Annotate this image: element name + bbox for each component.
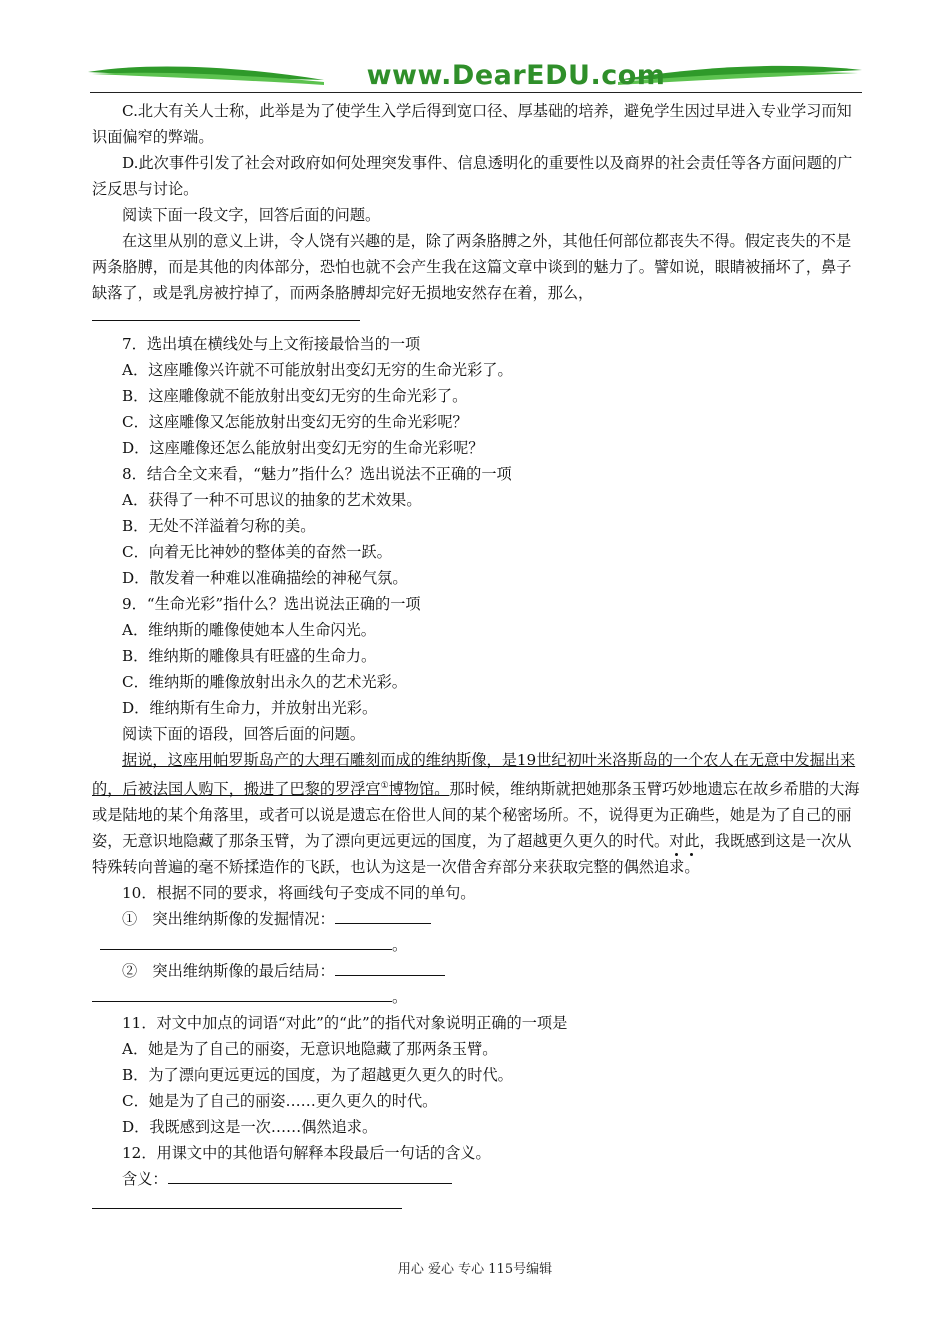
site-url-logo: www.DearEDU.com [366,60,666,91]
reading-instruction-2: 阅读下面的语段，回答后面的问题。 [122,725,365,743]
question-7-option-c: C．这座雕像又怎能放射出变幻无穷的生命光彩呢？ [122,413,468,431]
question-10-answer-line-2: 。 [92,984,860,1010]
question-11-option-c: C．她是为了自己的丽姿……更久更久的时代。 [122,1092,438,1111]
question-8-option-b: B．无处不洋溢着匀称的美。 [122,517,316,535]
page-footer: 用心 爱心 专心 115号编辑 [397,1262,553,1277]
document-body [92,98,860,1209]
question-9-option-b: B．维纳斯的雕像具有旺盛的生命力。 [122,647,377,665]
question-9-option-d: D．维纳斯有生命力，并放射出光彩。 [122,699,378,717]
question-11-option-a: A．她是为了自己的丽姿，无意识地隐藏了那两条玉臂。 [122,1040,498,1059]
question-12-meaning: 含义： [92,1166,860,1192]
question-11-option-b: B．为了漂向更远更远的国度，为了超越更久更久的时代。 [122,1066,513,1085]
question-8-option-a: A．获得了一种不可思议的抽象的艺术效果。 [122,491,422,509]
question-7-option-d: D．这座雕像还怎么能放射出变幻无穷的生命光彩呢？ [122,439,484,457]
option-c-paragraph: C.北大有关人士称，此举是为了使学生入学后得到宽口径、厚基础的培养，避免学生因过早进入专业学习而知识面偏窄的弊端。 [92,102,852,146]
question-9-stem: 9．“生命光彩”指什么？选出说法正确的一项 [122,595,421,613]
header-rule [90,92,862,93]
answer-blank[interactable] [335,959,445,976]
question-12-stem: 12．用课文中的其他语句解释本段最后一句话的含义。 [122,1144,491,1163]
answer-blank[interactable] [92,985,392,1002]
question-10-stem: 10．根据不同的要求，将画线句子变成不同的单句。 [122,884,476,903]
question-7-option-a: A．这座雕像兴许就不可能放射出变幻无穷的生命光彩了。 [122,361,513,379]
question-10-item-1: ① 突出维纳斯像的发掘情况： [92,906,860,932]
question-10-item-2: ② 突出维纳斯像的最后结局： [92,958,860,984]
answer-blank[interactable] [335,907,431,924]
venus-passage: 据说，这座用帕罗斯岛产的大理石雕刻而成的维纳斯像，是19世纪初叶米洛斯岛的一个农人在无意中发掘出来的，后被法国人购下，搬进了巴黎的罗浮宫①博物馆。那时候，维纳斯就把她那条玉臂巧妙地遗忘在故乡希腊的大海或是陆地的某个角落里，或者可以说是遗忘在俗世人间的某个秘密场所。不，说得更为正确些，她是为了自己的丽姿，无意识地隐藏了那条玉臂，为了漂向更远更远的国度，为了超越更久更久的时代。对此，我既感到这是一次从特殊转向普遍的毫不矫揉造作的飞跃，也认为这是一次借舍弃部分来获取完整的偶然追求。 [92,751,860,877]
question-11-option-d: D．我既感到这是一次……偶然追求。 [122,1118,378,1137]
underlined-sentence: 据说，这座用帕罗斯岛产的大理石雕刻而成的维纳斯像，是19世纪初叶米洛斯岛的一个农人在无意中发掘出来的，后被法国人购下，搬进了巴黎的罗浮宫①博物馆。 [92,751,856,799]
question-8-option-d: D．散发着一种难以准确描绘的神秘气氛。 [122,569,408,587]
answer-blank-line-final [92,1208,402,1209]
dotted-word-ci: 此 [684,832,700,851]
answer-blank[interactable] [168,1167,452,1184]
question-8-option-c: C．向着无比神妙的整体美的奋然一跃。 [122,543,392,561]
question-7-stem: 7．选出填在横线处与上文衔接最恰当的一项 [122,335,421,353]
footnote-marker: ① [380,781,389,791]
question-8-stem: 8．结合全文来看，“魅力”指什么？选出说法不正确的一项 [122,465,512,483]
option-d-paragraph: D.此次事件引发了社会对政府如何处理突发事件、信息透明化的重要性以及商界的社会责任等各方面问题的广泛反思与讨论。 [92,154,853,198]
reading-passage: 在这里从别的意义上讲，令人饶有兴趣的是，除了两条胳膊之外，其他任何部位都丧失不得。假定丧失的不是两条胳膊，而是其他的肉体部分，恐怕也就不会产生我在这篇文章中谈到的魅力了。譬如说，眼睛被捅坏了，鼻子缺落了，或是乳房被拧掉了，而两条胳膊却完好无损地安然存在着，那么， [92,232,852,302]
dotted-word-dui: 对 [669,832,685,851]
question-9-option-c: C．维纳斯的雕像放射出永久的艺术光彩。 [122,673,407,691]
question-11-stem: 11．对文中加点的词语“对此”的“此”的指代对象说明正确的一项是 [122,1014,568,1033]
question-9-option-a: A．维纳斯的雕像使她本人生命闪光。 [122,621,376,639]
question-7-option-b: B．这座雕像就不能放射出变幻无穷的生命光彩了。 [122,387,468,405]
reading-instruction: 阅读下面一段文字，回答后面的问题。 [122,206,381,224]
question-10-answer-line-1: 。 [92,932,860,958]
answer-blank[interactable] [100,933,392,950]
